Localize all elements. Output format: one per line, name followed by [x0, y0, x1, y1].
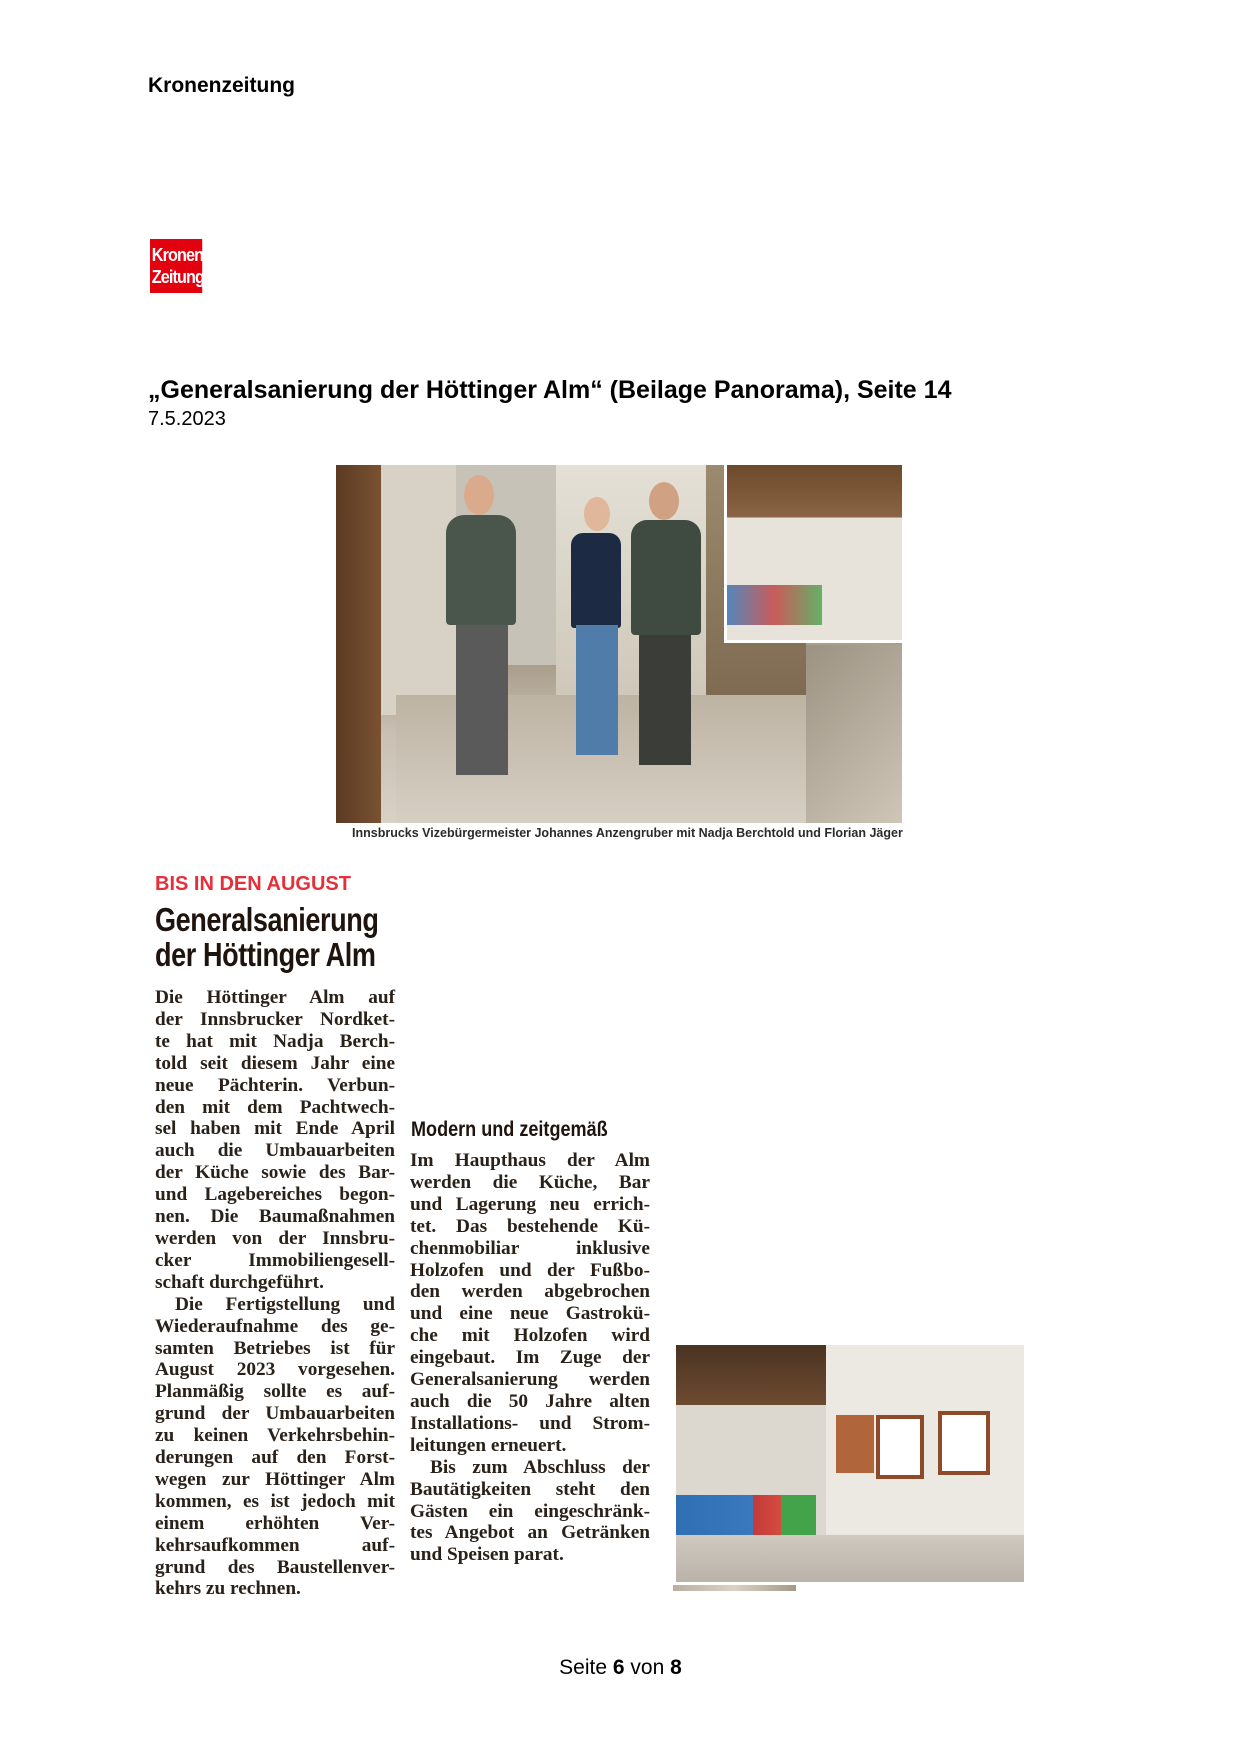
- article-headline: [155, 902, 379, 972]
- text-line: Generalsanierung werden: [410, 1369, 650, 1391]
- text-line: Bautätigkeiten steht den: [410, 1478, 650, 1500]
- text-line: August 2023 vorgesehen.: [155, 1359, 395, 1381]
- footer-total-pages: 8: [670, 1656, 682, 1679]
- text-line: grund der Umbauarbeiten: [155, 1403, 395, 1425]
- text-line: werden die Küche, Bar: [410, 1171, 650, 1193]
- article-column-2: [410, 1150, 650, 1566]
- text-line: werden von der Innsbru-: [155, 1227, 395, 1249]
- photo-caption: Innsbrucks Vizebürgermeister Johannes Anzengruber mit Nadja Berchtold und Florian Jäger: [352, 826, 903, 840]
- text-line: Planmäßig sollte es auf-: [155, 1381, 395, 1403]
- article-subheading: Modern und zeitgemäß: [411, 1118, 608, 1141]
- text-line: samten Betriebes ist für: [155, 1337, 395, 1359]
- text-line: sel haben mit Ende April: [155, 1118, 395, 1140]
- article-kicker: BIS IN DEN AUGUST: [155, 873, 351, 895]
- kronen-zeitung-logo: [150, 239, 202, 293]
- text-line: der Innsbrucker Nordket-: [155, 1008, 395, 1030]
- text-line: und Lagerung neu errich-: [410, 1193, 650, 1215]
- text-line: kommen, es ist jedoch mit: [155, 1490, 395, 1512]
- text-line: den mit dem Pachtwech-: [155, 1096, 395, 1118]
- text-line: auch die Umbauarbeiten: [155, 1140, 395, 1162]
- hut-photo: [676, 1345, 1024, 1582]
- text-line: kehrs zu rechnen.: [155, 1578, 301, 1600]
- logo-line: Kronen: [151, 245, 204, 265]
- page-footer: [0, 1656, 1241, 1680]
- footer-mid: von: [630, 1656, 665, 1679]
- text-line: derungen auf den Forst-: [155, 1447, 395, 1469]
- logo-line: Zeitung: [151, 267, 204, 287]
- text-line: zu keinen Verkehrsbehin-: [155, 1425, 395, 1447]
- headline-line: der Höttinger Alm: [155, 936, 376, 973]
- text-line: schaft durchgeführt.: [155, 1271, 324, 1293]
- text-line: grund des Baustellenver-: [155, 1556, 395, 1578]
- text-line: Die Fertigstellung und: [175, 1293, 395, 1315]
- text-line: Gästen ein eingeschränk-: [410, 1500, 650, 1522]
- text-line: told seit diesem Jahr eine: [155, 1052, 395, 1074]
- source-name: Kronenzeitung: [148, 74, 295, 97]
- text-line: der Küche sowie des Bar-: [155, 1162, 395, 1184]
- text-line: Bis zum Abschluss der: [430, 1456, 650, 1478]
- text-line: chenmobiliar inklusive: [410, 1237, 650, 1259]
- text-line: cker Immobiliengesell-: [155, 1249, 395, 1271]
- text-line: Holzofen und der Fußbo-: [410, 1259, 650, 1281]
- text-line: und eine neue Gastrokü-: [410, 1303, 650, 1325]
- headline-line: Generalsanierung: [155, 901, 379, 938]
- text-line: tes Angebot an Getränken: [410, 1522, 650, 1544]
- inset-photo: [727, 465, 902, 640]
- text-line: und Lagebereiches begon-: [155, 1184, 395, 1206]
- text-line: Im Haupthaus der Alm: [410, 1150, 650, 1171]
- text-line: tet. Das bestehende Kü-: [410, 1215, 650, 1237]
- text-line: den werden abgebrochen: [410, 1281, 650, 1303]
- text-line: leitungen erneuert.: [410, 1434, 567, 1456]
- article-column-1: [155, 987, 395, 1600]
- text-line: wegen zur Höttinger Alm: [155, 1468, 395, 1490]
- article-title: „Generalsanierung der Höttinger Alm“ (Beilage Panorama), Seite 14: [148, 376, 952, 404]
- text-line: eingebaut. Im Zuge der: [410, 1347, 650, 1369]
- text-line: Installations- und Strom-: [410, 1412, 650, 1434]
- text-line: und Speisen parat.: [410, 1544, 564, 1566]
- text-line: kehrsaufkommen auf-: [155, 1534, 395, 1556]
- text-line: che mit Holzofen wird: [410, 1325, 650, 1347]
- text-line: auch die 50 Jahre alten: [410, 1390, 650, 1412]
- text-line: te hat mit Nadja Berch-: [155, 1030, 395, 1052]
- text-line: Die Höttinger Alm auf: [155, 987, 395, 1008]
- photo-strip: [673, 1585, 796, 1591]
- text-line: nen. Die Baumaßnahmen: [155, 1206, 395, 1228]
- article-date: 7.5.2023: [148, 408, 226, 430]
- text-line: Wiederaufnahme des ge-: [155, 1315, 395, 1337]
- footer-page-number: 6: [612, 1656, 625, 1679]
- text-line: neue Pächterin. Verbun-: [155, 1074, 395, 1096]
- text-line: einem erhöhten Ver-: [155, 1512, 395, 1534]
- main-photo: [336, 465, 902, 823]
- footer-prefix: Seite: [559, 1656, 608, 1679]
